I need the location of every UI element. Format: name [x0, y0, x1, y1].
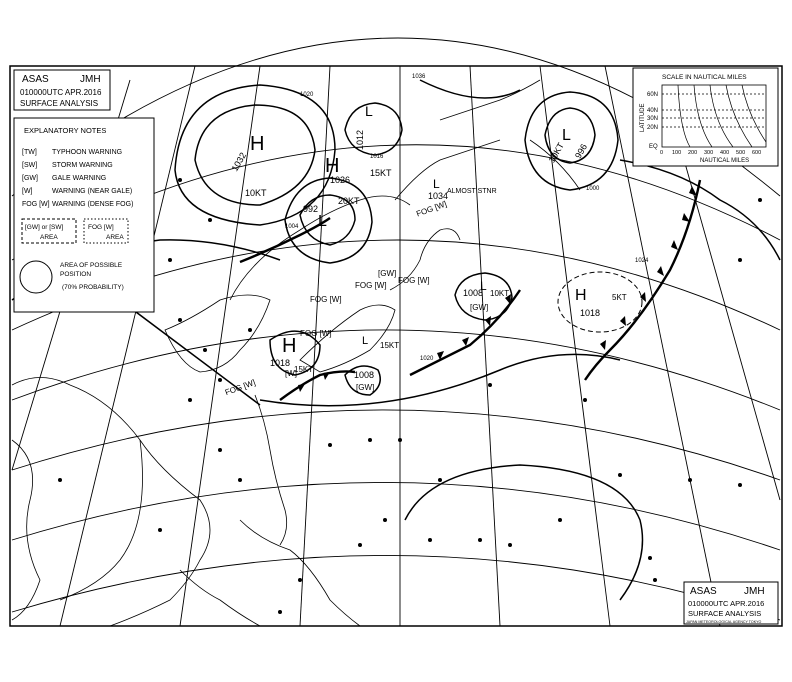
pressure-value: 1018 [270, 358, 291, 368]
legend-code: FOG [W] [22, 201, 50, 208]
system-speed: 10KT [245, 188, 267, 198]
isobar-label: 1004 [285, 224, 299, 230]
footer-datetime: 010000UTC APR.2016 [688, 599, 765, 608]
scale-nm-tick: 400 [720, 150, 730, 156]
warning-label: FOG [W] [398, 276, 430, 285]
legend-meaning: GALE WARNING [52, 175, 107, 182]
footer-agency: JMH [744, 586, 765, 597]
warning-label: FOG [W] [223, 377, 257, 398]
footer-title: ASAS [690, 586, 717, 597]
system-speed: 15KT [380, 341, 400, 350]
scale-lat-tick: 40N [647, 108, 659, 114]
pressure-system-symbol: H [575, 287, 587, 304]
pressure-system-symbol: H [250, 133, 265, 155]
scale-lat-tick: 20N [647, 125, 659, 131]
isobar-label: 1024 [635, 258, 649, 264]
legend-fog-label: FOG [W] [88, 224, 114, 231]
footer-credit: JAPAN METEOROLOGICAL AGENCY TOKYO [686, 620, 762, 624]
pressure-value: 1034 [428, 191, 449, 201]
isobar-label: 1000 [586, 186, 600, 192]
warning-label: [GW] [470, 303, 489, 312]
system-speed: 5KT [612, 293, 627, 302]
legend-code: [W] [22, 188, 33, 195]
pressure-value: 1032 [229, 150, 249, 174]
scale-lat-tick: 60N [647, 92, 659, 98]
scale-nm-tick: 600 [752, 150, 762, 156]
header-title-box [14, 70, 110, 110]
pressure-value: 996 [573, 142, 590, 161]
pressure-system-symbol: L [433, 177, 440, 191]
pressure-value: 1008 [463, 288, 484, 298]
pressure-system-symbol: H [325, 155, 340, 177]
pressure-value: 992 [303, 204, 319, 214]
scale-nm-tick: 500 [736, 150, 746, 156]
legend-circle-label: POSITION [60, 271, 92, 278]
pressure-system-symbol: L [318, 213, 327, 230]
legend-meaning: WARNING (NEAR GALE) [52, 188, 133, 195]
footer-title-box [684, 582, 778, 624]
legend-heading: EXPLANATORY NOTES [24, 126, 107, 135]
pressure-value: 1018 [580, 308, 601, 318]
pressure-system-symbol: L [365, 103, 373, 119]
isobar-label: 1016 [370, 154, 384, 160]
footer-product: SURFACE ANALYSIS [688, 609, 762, 618]
legend-area-label: [GW] or [SW] [25, 224, 64, 231]
system-speed: 20KT [338, 196, 360, 206]
header-datetime: 010000UTC APR.2016 [20, 88, 102, 97]
warning-label: [GW] [356, 383, 375, 392]
pressure-system-symbol: L [362, 335, 369, 347]
pressure-value: 1008 [354, 370, 375, 380]
header-title: ASAS [22, 74, 49, 85]
scale-nm-tick: 0 [660, 150, 664, 156]
legend-panel [14, 118, 154, 312]
pressure-system-symbol: L [480, 279, 487, 293]
system-speed: 15KT [294, 365, 314, 374]
scale-nm-tick: 100 [672, 150, 682, 156]
scale-panel [633, 68, 778, 166]
isobar-label: 1036 [412, 74, 426, 80]
warning-label: FOG [W] [310, 295, 342, 304]
scale-xlabel: NAUTICAL MILES [700, 158, 750, 164]
scale-nm-tick: 300 [704, 150, 714, 156]
system-speed: ALMOST STNR [447, 188, 497, 195]
warning-label: FOG [W] [415, 199, 448, 219]
pressure-value: 1012 [355, 129, 365, 150]
legend-code: [TW] [22, 149, 37, 156]
pressure-value: 1026 [330, 175, 351, 185]
legend-code: [GW] [22, 175, 38, 182]
header-product: SURFACE ANALYSIS [20, 99, 99, 108]
legend-fog-label: AREA [106, 234, 124, 241]
isobar-label: 1020 [420, 356, 434, 362]
scale-lat-tick: EQ [649, 144, 658, 150]
scale-nm-tick: 200 [688, 150, 698, 156]
warning-label: [GW] [378, 269, 397, 278]
warning-label: FOG [W] [300, 329, 332, 338]
legend-meaning: TYPHOON WARNING [52, 149, 123, 156]
isobar-label: 1020 [300, 92, 314, 98]
system-speed: 10KT [546, 140, 566, 165]
legend-circle-label: (70% PROBABILITY) [62, 284, 124, 291]
warning-label: [W] [285, 369, 297, 378]
pressure-system-symbol: L [562, 127, 571, 144]
legend-meaning: STORM WARNING [52, 162, 113, 169]
header-agency: JMH [80, 74, 101, 85]
legend-area-label: AREA [40, 234, 58, 241]
legend-code: [SW] [22, 162, 38, 169]
scale-title: SCALE IN NAUTICAL MILES [662, 74, 747, 81]
legend-circle-label: AREA OF POSSIBLE [60, 262, 123, 269]
warning-label: FOG [W] [355, 281, 387, 290]
system-speed: 10KT [490, 289, 510, 298]
pressure-system-symbol: H [282, 335, 297, 357]
scale-lat-tick: 30N [647, 116, 659, 122]
system-speed: 15KT [370, 168, 392, 178]
legend-meaning: WARNING (DENSE FOG) [52, 201, 134, 208]
scale-axis-label: LATITUDE [640, 103, 646, 132]
